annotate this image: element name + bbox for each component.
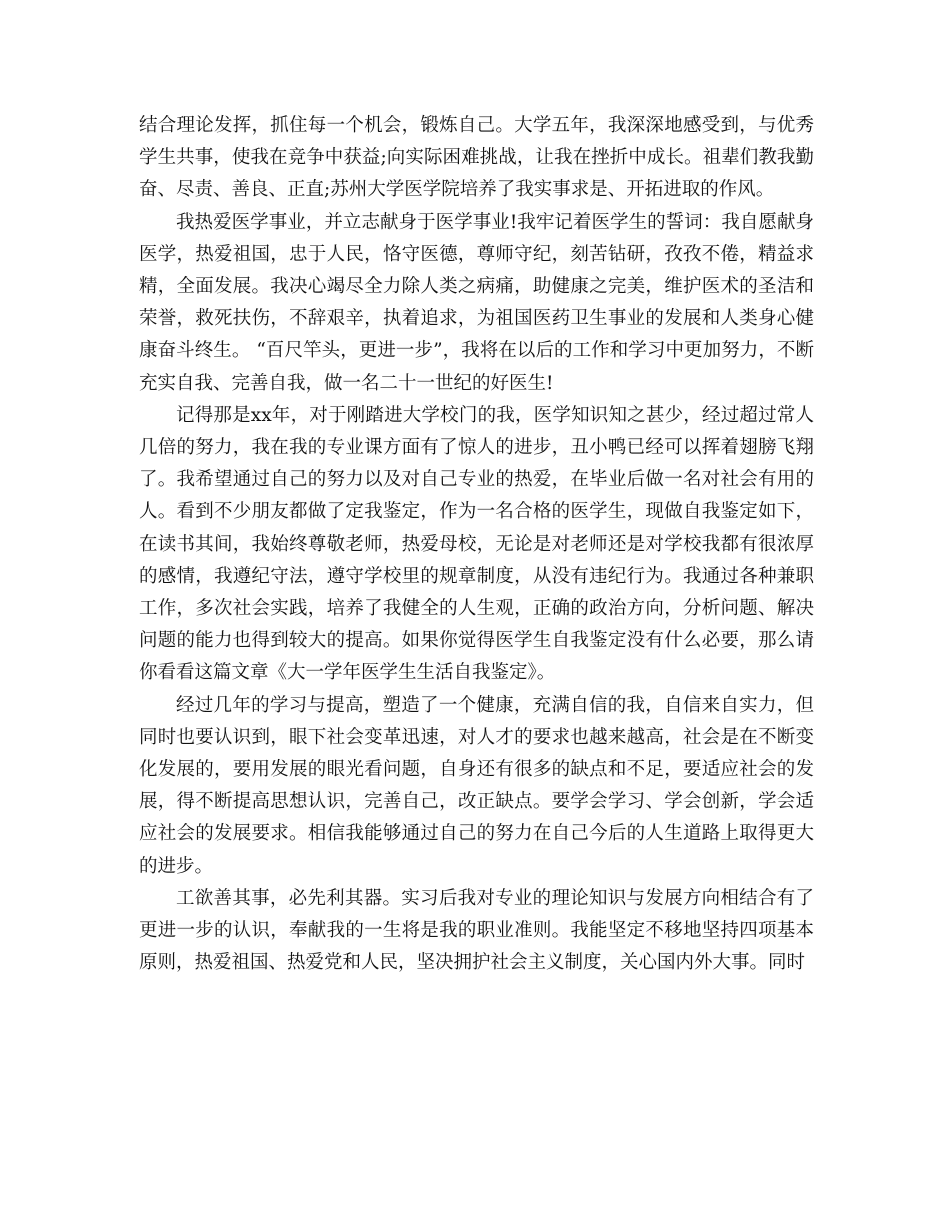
paragraph-5: 工欲善其事，必先利其器。实习后我对专业的理论知识与发展方向相结合有了更进一步的认识，奉献我的一生将是我的职业准则。我能坚定不移地坚持四项基本原则，热爱祖国、热爱党和人民，坚决拥护社会主义制度，关心国内外大事。同时 bbox=[139, 887, 814, 974]
paragraph-2: 我热爱医学事业，并立志献身于医学事业!我牢记着医学生的誓词：我自愿献身医学，热爱祖国，忠于人民，恪守医德，尊师守纪，刻苦钻研，孜孜不倦，精益求精，全面发展。我决心竭尽全力除人类之病痛，助健康之完美，维护医术的圣洁和荣誉，救死扶伤，不辞艰辛，执着追求，为祖国医药卫生事业的发展和人类身心健康奋斗终生。 “百尺竿头，更进一步”，我将在以后的工作和学习中更加努力，不断充实自我、完善自我，做一名二十一世纪的好医生! bbox=[139, 211, 814, 394]
paragraph-1: 结合理论发挥，抓住每一个机会，锻炼自己。大学五年，我深深地感受到，与优秀学生共事，使我在竞争中获益;向实际困难挑战，让我在挫折中成长。祖辈们教我勤奋、尽责、善良、正直;苏州大学医学院培养了我实事求是、开拓进取的作风。 bbox=[139, 115, 814, 201]
document-body bbox=[139, 110, 814, 979]
paragraph-3: 记得那是xx年，对于刚踏进大学校门的我，医学知识知之甚少，经过超过常人几倍的努力，我在我的专业课方面有了惊人的进步，丑小鸭已经可以挥着翅膀飞翔了。我希望通过自己的努力以及对自己专业的热爱，在毕业后做一名对社会有用的人。看到不少朋友都做了定我鉴定，作为一名合格的医学生，现做自我鉴定如下，在读书其间，我始终尊敬老师，热爱母校，无论是对老师还是对学校我都有很浓厚的感情，我遵纪守法，遵守学校里的规章制度，从没有违纪行为。我通过各种兼职工作，多次社会实践，培养了我健全的人生观，正确的政治方向，分析问题、解决问题的能力也得到较大的提高。如果你觉得医学生自我鉴定没有什么必要，那么请你看看这篇文章《大一学年医学生生活自我鉴定》。 bbox=[139, 404, 814, 684]
paragraph-4: 经过几年的学习与提高，塑造了一个健康，充满自信的我，自信来自实力，但同时也要认识到，眼下社会变革迅速，对人才的要求也越来越高，社会是在不断变化发展的，要用发展的眼光看问题，自身还有很多的缺点和不足，要适应社会的发展，得不断提高思想认识，完善自己，改正缺点。要学会学习、学会创新，学会适应社会的发展要求。相信我能够通过自己的努力在自己今后的人生道路上取得更大的进步。 bbox=[139, 694, 814, 877]
